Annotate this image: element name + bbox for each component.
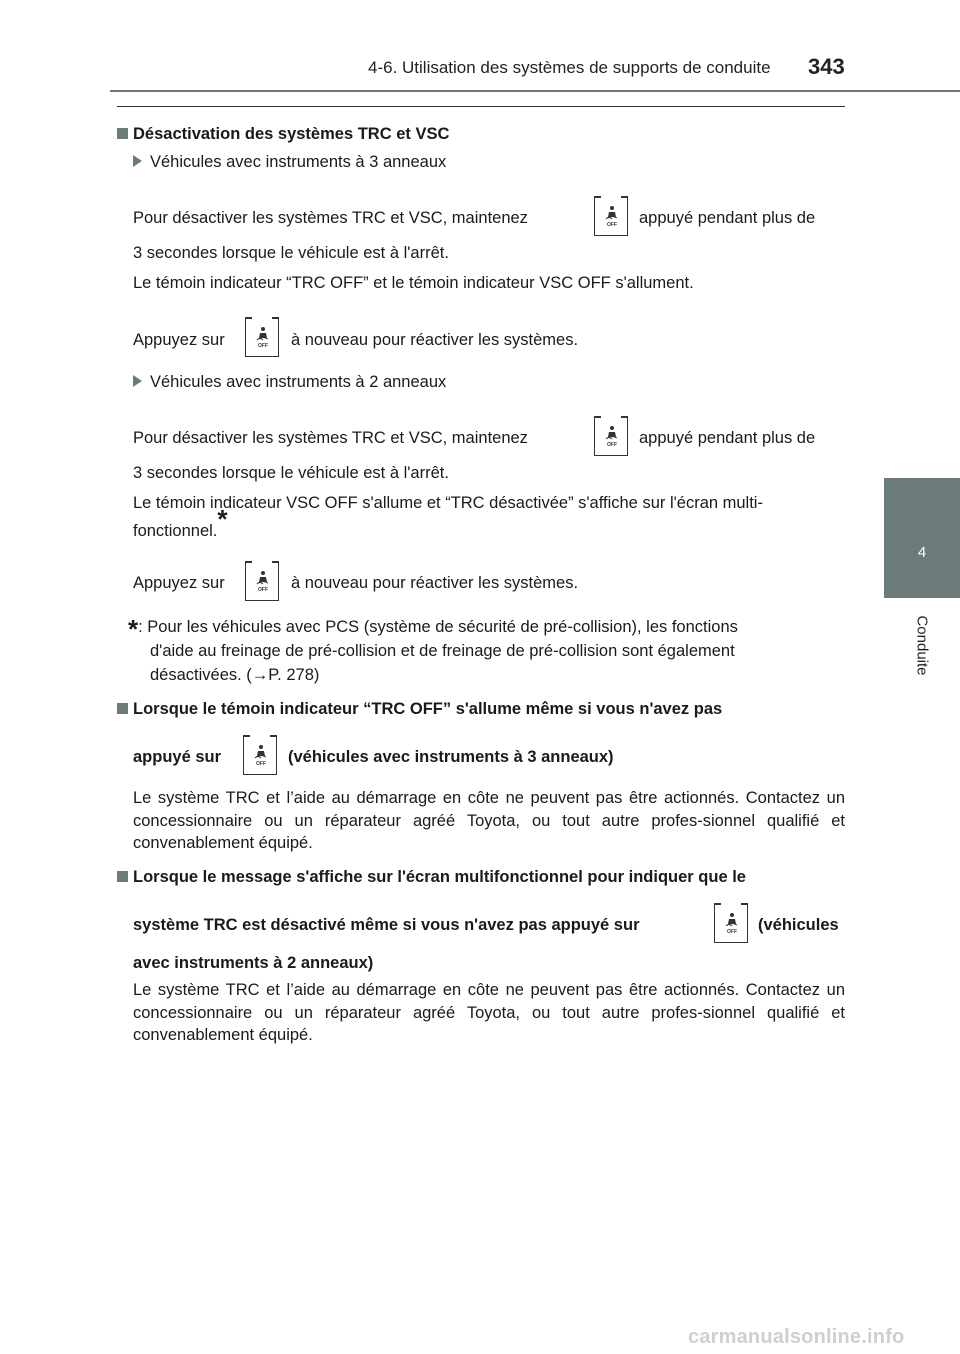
section-title-line: système TRC est désactivé même si vous n'avez pas appuyé sur (133, 916, 640, 934)
footnote-marker: * (128, 614, 139, 644)
body-text: fonctionnel.* (133, 504, 228, 540)
chapter-tab (884, 478, 960, 598)
body-text: à nouveau pour réactiver les systèmes. (291, 331, 579, 349)
body-text: 3 secondes lorsque le véhicule est à l'arrêt. (133, 464, 449, 482)
vsc-off-switch-icon (594, 196, 628, 236)
body-paragraph: Le système TRC et l’aide au démarrage en côte ne peuvent pas être actionnés. Contactez un concessionnaire ou un réparateur agréé Toyota, ou tout autre profes-sionnel qualifié et convenablement équipé. (133, 981, 845, 1044)
body-text: Appuyez sur (133, 331, 225, 349)
triangle-bullet-icon (133, 375, 142, 387)
footnote-asterisk: * (217, 504, 228, 534)
body-text: 3 secondes lorsque le véhicule est à l'arrêt. (133, 244, 449, 262)
square-bullet-icon (117, 703, 128, 714)
square-bullet-icon (117, 871, 128, 882)
footnote-line: d'aide au freinage de pré-collision et de freinage de pré-collision sont également (150, 642, 735, 660)
body-paragraph: Le système TRC et l’aide au démarrage en côte ne peuvent pas être actionnés. Contactez un concessionnaire ou un réparateur agréé Toyota, ou tout autre profes-sionnel qualifié et convenablement équipé. (133, 789, 845, 852)
section-title-line: avec instruments à 2 anneaux) (133, 954, 374, 972)
body-text: Pour désactiver les systèmes TRC et VSC, maintenez (133, 209, 528, 227)
svg-text:OFF: OFF (607, 222, 617, 227)
body-text: Appuyez sur (133, 574, 225, 592)
svg-text:OFF: OFF (256, 761, 266, 766)
body-text: Pour désactiver les systèmes TRC et VSC, maintenez (133, 429, 528, 447)
section-title-line: (véhicules avec instruments à 3 anneaux) (288, 748, 614, 766)
sub-heading: Véhicules avec instruments à 3 anneaux (133, 151, 446, 173)
svg-text:OFF: OFF (727, 929, 737, 934)
body-text: à nouveau pour réactiver les systèmes. (291, 574, 579, 592)
triangle-bullet-icon (133, 155, 142, 167)
section-title-line: appuyé sur (133, 748, 222, 766)
vsc-off-switch-icon (245, 317, 279, 357)
square-bullet-icon (117, 128, 128, 139)
sub-heading: Véhicules avec instruments à 2 anneaux (133, 371, 446, 393)
watermark: carmanualsonline.info (688, 1326, 905, 1348)
vsc-off-switch-icon (714, 903, 748, 943)
chapter-label-text: Conduite (913, 614, 931, 676)
section-title: Lorsque le témoin indicateur “TRC OFF” s'allume même si vous n'avez pas (117, 698, 722, 720)
body-text: appuyé pendant plus de (639, 209, 816, 227)
section-title: Lorsque le message s'affiche sur l'écran multifonctionnel pour indiquer que le (117, 866, 746, 888)
footnote: *: Pour les véhicules avec PCS (système de sécurité de pré-collision), les fonctions (128, 614, 738, 644)
section-title: Désactivation des systèmes TRC et VSC (117, 123, 449, 145)
vsc-off-switch-icon (243, 735, 277, 775)
header-divider (110, 90, 960, 92)
chapter-label (884, 605, 960, 685)
svg-text:OFF: OFF (258, 343, 268, 348)
vsc-off-switch-icon (245, 561, 279, 601)
chapter-number: 4 (917, 544, 927, 561)
page-header-title: 4-6. Utilisation des systèmes de supports de conduite (368, 58, 771, 77)
body-text: Le témoin indicateur VSC OFF s'allume et “TRC désactivée” s'affiche sur l'écran multi- (133, 494, 763, 512)
content-divider (117, 106, 845, 107)
footnote-line: désactivées. (→P. 278) (150, 666, 320, 684)
body-text: Le témoin indicateur “TRC OFF” et le témoin indicateur VSC OFF s'allument. (133, 274, 694, 292)
section-title-line: (véhicules (758, 916, 839, 934)
svg-text:OFF: OFF (607, 442, 617, 447)
svg-text:OFF: OFF (258, 587, 268, 592)
page-number: 343 (808, 54, 845, 79)
body-text: appuyé pendant plus de (639, 429, 816, 447)
vsc-off-switch-icon (594, 416, 628, 456)
